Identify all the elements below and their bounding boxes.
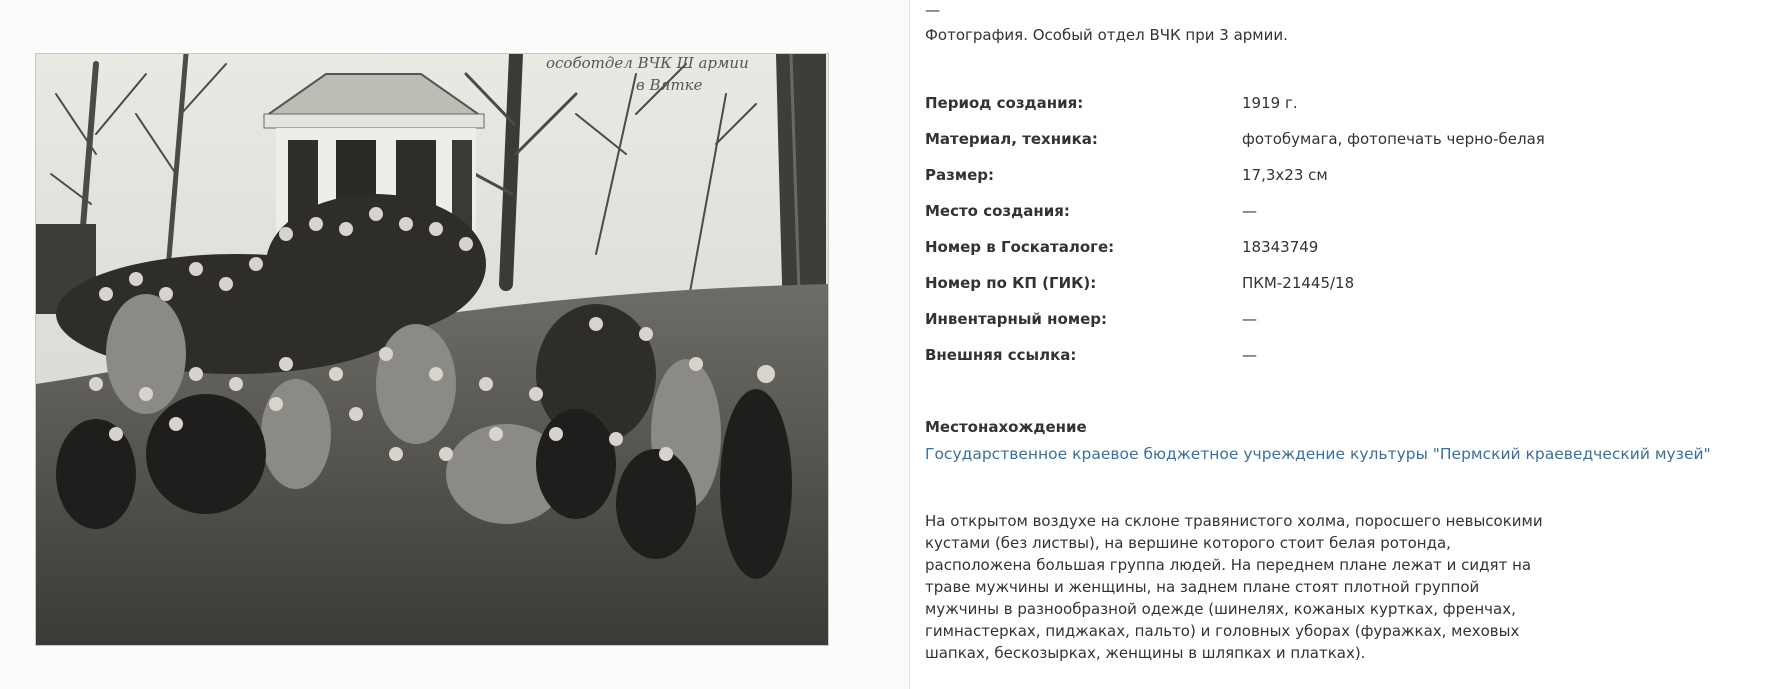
property-value: — xyxy=(1242,202,1257,220)
property-row xyxy=(925,166,1725,202)
property-row xyxy=(925,310,1725,346)
property-label: Материал, техника: xyxy=(925,130,1098,148)
museum-link[interactable]: Государственное краевое бюджетное учреждение культуры "Пермский краеведческий музей" xyxy=(925,445,1711,463)
property-value: 18343749 xyxy=(1242,238,1319,256)
photo-inscription-line1: особотдел ВЧК Ш армии xyxy=(546,54,749,72)
property-row xyxy=(925,238,1725,274)
property-label: Номер по КП (ГИК): xyxy=(925,274,1097,292)
top-dash: — xyxy=(925,1,940,19)
property-label: Период создания: xyxy=(925,94,1084,112)
property-label: Инвентарный номер: xyxy=(925,310,1107,328)
description-text: На открытом воздухе на склоне травянистого холма, поросшего невысокими кустами (без листвы), на вершине которого стоит белая ротонда, расположена большая группа людей. На переднем плане лежат и сидят на траве мужчины и женщины, на заднем плане стоят плотной группой мужчины в разнообразной одежде (шинелях, кожаных куртках, френчах, гимнастерках, пиджаках, пальто) и головных уборах (фуражках, меховых шапках, бескозырках, женщины в шляпках и платках). xyxy=(925,512,1543,662)
property-row xyxy=(925,94,1725,130)
property-row xyxy=(925,274,1725,310)
property-value: 1919 г. xyxy=(1242,94,1298,112)
photo-image xyxy=(36,54,828,645)
property-value: — xyxy=(1242,310,1257,328)
archival-group-photo[interactable] xyxy=(36,54,828,645)
property-row xyxy=(925,346,1725,382)
property-value: фотобумага, фотопечать черно-белая xyxy=(1242,130,1545,148)
location-title: Местонахождение xyxy=(925,418,1087,436)
properties-list xyxy=(925,94,1725,382)
record-caption: Фотография. Особый отдел ВЧК при 3 армии. xyxy=(925,26,1288,44)
property-value: ПКМ-21445/18 xyxy=(1242,274,1355,292)
property-row xyxy=(925,202,1725,238)
property-value: — xyxy=(1242,346,1257,364)
panel-divider xyxy=(909,0,910,689)
record-details xyxy=(925,0,1775,689)
photo-inscription-line2: в Вятке xyxy=(636,76,703,94)
property-label: Номер в Госкаталоге: xyxy=(925,238,1115,256)
property-row xyxy=(925,130,1725,166)
property-value: 17,3х23 см xyxy=(1242,166,1328,184)
property-label: Размер: xyxy=(925,166,995,184)
property-label: Место создания: xyxy=(925,202,1070,220)
property-label: Внешняя ссылка: xyxy=(925,346,1077,364)
